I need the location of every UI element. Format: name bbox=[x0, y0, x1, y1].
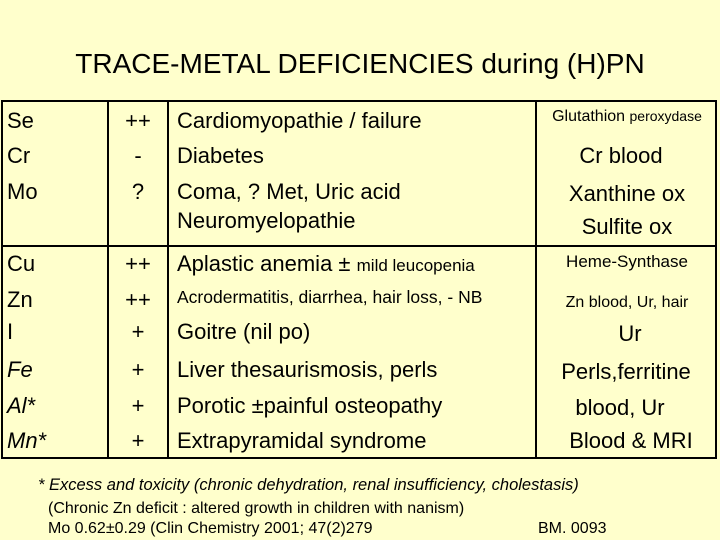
element-mn: Mn* bbox=[7, 428, 47, 453]
effect-cr: Diabetes bbox=[177, 143, 264, 168]
footnote: * Excess and toxicity (chronic dehydration, renal insufficiency, cholestasis) bbox=[38, 476, 579, 494]
marker-cr: Cr blood bbox=[579, 143, 663, 168]
marker-mo-2: Sulfite ox bbox=[581, 214, 673, 239]
effect-al: Porotic ±painful osteopathy bbox=[177, 393, 443, 418]
row-divider bbox=[1, 245, 717, 247]
level-cu: ++ bbox=[125, 251, 151, 276]
effect-cu: Aplastic anemia ± mild leucopenia bbox=[177, 251, 475, 276]
effect-mn: Extrapyramidal syndrome bbox=[177, 428, 427, 453]
effect-i: Goitre (nil po) bbox=[177, 319, 311, 344]
marker-mo: Xanthine ox bbox=[568, 181, 686, 206]
level-se: ++ bbox=[125, 108, 151, 133]
element-mo: Mo bbox=[7, 179, 38, 204]
slide-title: TRACE-METAL DEFICIENCIES during (H)PN bbox=[75, 48, 645, 79]
element-i: I bbox=[7, 319, 14, 344]
marker-cu: Heme-Synthase bbox=[566, 252, 688, 271]
marker-al: blood, Ur bbox=[575, 395, 665, 420]
marker-mn: Blood & MRI bbox=[569, 428, 693, 453]
note-zn: (Chronic Zn deficit : altered growth in children with nanism) bbox=[48, 500, 465, 517]
level-al: + bbox=[131, 393, 145, 418]
element-fe: Fe bbox=[7, 357, 33, 382]
column-divider bbox=[167, 100, 169, 459]
element-al: Al* bbox=[7, 393, 36, 418]
level-mn: + bbox=[131, 428, 145, 453]
effect-mo: Coma, ? Met, Uric acid bbox=[177, 179, 401, 204]
note-mo: Mo 0.62±0.29 (Clin Chemistry 2001; 47(2)279 bbox=[48, 520, 373, 537]
level-fe: + bbox=[131, 357, 145, 382]
marker-fe: Perls,ferritine bbox=[561, 359, 691, 384]
effect-mo-2: Neuromyelopathie bbox=[177, 208, 356, 233]
marker-zn: Zn blood, Ur, hair bbox=[565, 294, 689, 311]
element-cr: Cr bbox=[7, 143, 31, 168]
effect-fe: Liver thesaurismosis, perls bbox=[177, 357, 438, 382]
level-i: + bbox=[131, 319, 145, 344]
element-se: Se bbox=[7, 108, 34, 133]
element-cu: Cu bbox=[7, 251, 36, 276]
marker-se: Glutathion peroxydase bbox=[552, 108, 702, 125]
level-mo: ? bbox=[131, 179, 145, 204]
effect-se: Cardiomyopathie / failure bbox=[177, 108, 422, 133]
level-zn: ++ bbox=[125, 287, 151, 312]
element-zn: Zn bbox=[7, 287, 33, 312]
slide-reference: BM. 0093 bbox=[538, 520, 607, 537]
level-cr: - bbox=[134, 143, 142, 168]
effect-zn: Acrodermatitis, diarrhea, hair loss, - NB bbox=[177, 287, 483, 307]
marker-i: Ur bbox=[618, 321, 642, 346]
